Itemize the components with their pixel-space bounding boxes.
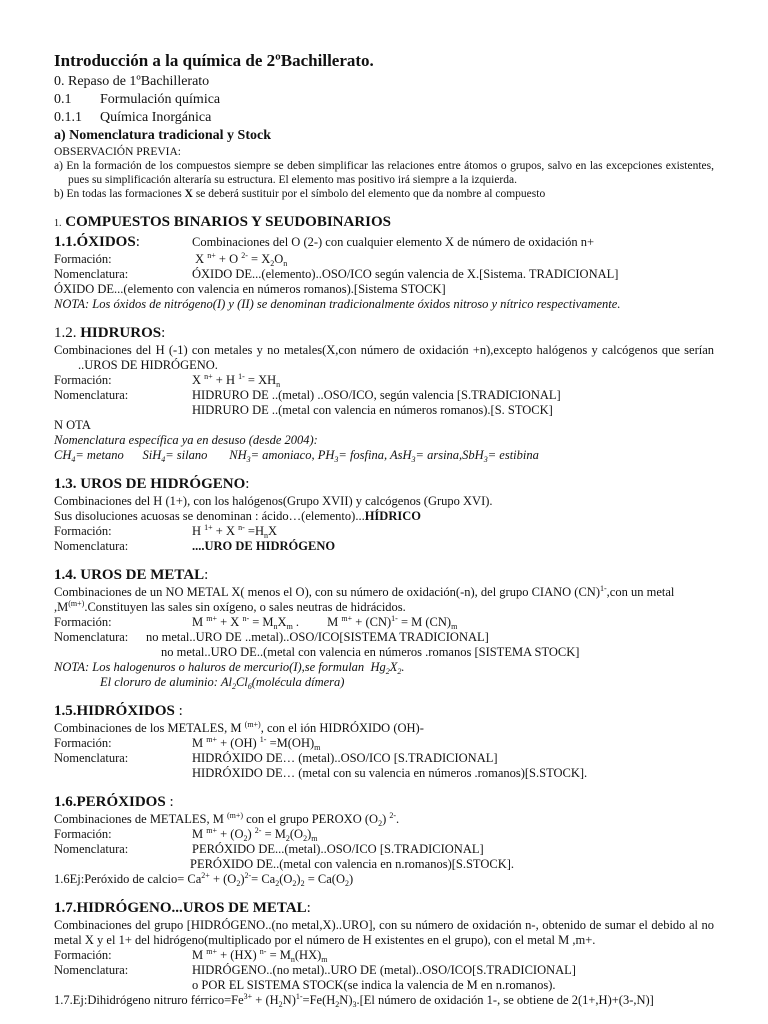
oxidos-nota: NOTA: Los óxidos de nitrógeno(I) y (II) se denominan tradicionalmente óxidos nitroso y nítrico respectivamente. — [54, 297, 621, 311]
obs-item-b: b) En todas las formaciones X se deberá sustituir por el símbolo del elemento que da nombre al compuesto — [54, 188, 546, 200]
uros-metal-desc2: $,M^{(m+)}.Constituyen$ las sales sin oxígeno, o sales neutras de hidrácidos. — [54, 599, 406, 614]
hidroxidos-stock: HIDRÓXIDO DE… (metal con su valencia en números .romanos)[S.STOCK]. — [192, 766, 588, 780]
hidruros-nota: N OTA — [54, 418, 91, 432]
peroxidos-stock: PERÓXIDO DE..(metal con valencia en n.romanos)[S.STOCK]. — [190, 857, 515, 871]
hidruros-heading: 1.2. HIDRUROS: — [54, 325, 166, 341]
hidrogeno-uros-stock: o POR EL SISTEMA STOCK(se indica la valencia de M en n.romanos). — [192, 978, 556, 992]
hidruros-desc: Combinaciones del H (-1) con metales y no metales(X,con número de oxidación +n),excepto halógenos y calcógenos que serían ..UROS DE HIDRÓGENO. — [54, 343, 714, 372]
section-0: 0. Repaso de 1ºBachillerato — [54, 74, 210, 89]
obs-item-a: a) En la formación de los compuestos siempre se deben simplificar las relaciones entre átomos o grupos, salvo en las excepciones existentes, pues su simplificación alteraría su estructura. El elemento mas positivo irá siempre a la izquierda. — [54, 160, 714, 186]
doc-title: Introducción a la química de 2ºBachillerato. — [54, 51, 374, 70]
hidrogeno-uros-formacion: Formación: M $^{m+}$ + (HX) $^{n-} = M_n(HX)_m$ — [54, 947, 328, 964]
oxidos-nomenclatura: Nomenclatura: ÓXIDO DE...(elemento)..OSO/ICO según valencia de X.[Sistema. TRADICIONAL] — [54, 267, 619, 281]
hidrogeno-uros-desc: Combinaciones del grupo [HIDRÓGENO..(no metal,X)..URO], con su número de oxidación n-, obtenido de sumar el debido al no metal X y el 1+ del hidrógeno(multiplicado por el número de H existentes en el grupo), con el metal M ,m+. — [54, 918, 714, 947]
peroxidos-ejemplo: 1.6Ej:Peróxido de calcio= $Ca^{2+} + (O_2)^{2-}= Ca_2(O_2)_2 = Ca(O_2)$ — [54, 871, 354, 888]
uros-hidrogeno-desc2: Sus disoluciones acuosas se denominan : ácido…(elemento)...HÍDRICO — [54, 509, 421, 523]
hidroxidos-formacion: Formación: M $^{m+}$ + (OH) $^{1-} =M(OH)_m$ — [54, 735, 321, 752]
uros-metal-desc: Combinaciones de un NO METAL X( menos el O), con su número de oxidación(-n), del grupo CIANO (CN)$^{1-}$,con un metal — [54, 584, 675, 599]
peroxidos-nomenclatura: Nomenclatura: PERÓXIDO DE...(metal)..OSO/ICO [S.TRADICIONAL] — [54, 842, 484, 856]
uros-metal-nota: NOTA: Los halogenuros o haluros de mercurio(I),se formulan $Hg_2X_2$. — [54, 660, 405, 676]
hidruros-ejemplos: $CH_4= metano$ SiH$_4$= silano $NH_3=$ amoniaco, $PH_3=$ fosfina, AsH$_3$= arsina,SbH$_3$= estibina — [54, 448, 539, 464]
hidruros-nomenclatura: Nomenclatura: HIDRURO DE ..(metal) ..OSO/ICO, según valencia [S.TRADICIONAL] — [54, 388, 561, 402]
uros-metal-formacion: Formación: M $^{m+}$ + X $^{n-} = M_nX_m$ . M $^{m+}$ + (CN)$^{1-}$ = M $(CN)_m$ — [54, 614, 458, 631]
uros-metal-nota2: El cloruro de aluminio: $Al_2Cl_6(molécula$ dímera) — [100, 675, 345, 691]
hidruros-formacion: Formación: X $^{n+}$ + H $^{1-} = XH_n$ — [54, 372, 281, 389]
uros-metal-stock: no metal..URO DE..(metal con valencia en números .romanos [SISTEMA STOCK] — [161, 645, 580, 659]
section-0-1-1: 0.1.1 Química Inorgánica — [54, 110, 212, 125]
uros-hidrogeno-nomenclatura: Nomenclatura: ....URO DE HIDRÓGENO — [54, 539, 336, 553]
hidroxidos-desc: Combinaciones de los METALES, M $^{(m+)}$, con el ión HIDRÓXIDO (OH)- — [54, 720, 424, 735]
oxidos-heading: 1.1.ÓXIDOS: Combinaciones del O (2-) con cualquier elemento X de número de oxidación n+ — [54, 234, 595, 250]
uros-metal-heading: 1.4. UROS DE METAL: — [54, 567, 209, 583]
peroxidos-formacion: Formación: M $^{m+} + (O_2) ^{2-} = M_2(O_2)_m$ — [54, 826, 318, 843]
hidroxidos-heading: 1.5.HIDRÓXIDOS : — [54, 703, 183, 719]
hidruros-nota-especifica: Nomenclatura específica ya en desuso (desde 2004): — [54, 433, 318, 447]
hidrogeno-uros-ejemplo: 1.7.Ej:Dihidrógeno nitruro $férrico=Fe^{3+} + (H_2N)^{1-}=Fe(H_2N)_3.[El$ número de oxidación 1-, se obtiene de 2(1+,H)+(3-,N)] — [54, 992, 654, 1009]
hidrogeno-uros-nomenclatura: Nomenclatura: HIDRÓGENO..(no metal)..URO DE (metal)..OSO/ICO[S.TRADICIONAL] — [54, 963, 576, 977]
peroxidos-desc: Combinaciones de METALES, M $^{(m+)}$ con el grupo PEROXO $(O_2)$ $^{2-}$. — [54, 811, 400, 828]
hidroxidos-nomenclatura: Nomenclatura: HIDRÓXIDO DE… (metal)..OSO/ICO [S.TRADICIONAL] — [54, 751, 498, 765]
uros-metal-nomenclatura: Nomenclatura: no metal..URO DE ..metal)..OSO/ICO[SISTEMA TRADICIONAL] — [54, 630, 489, 644]
oxidos-stock: ÓXIDO DE...(elemento con valencia en números romanos).[Sistema STOCK] — [54, 282, 446, 296]
subsection-a: a) Nomenclatura tradicional y Stock — [54, 128, 271, 143]
hidrogeno-uros-heading: 1.7.HIDRÓGENO...UROS DE METAL: — [54, 900, 311, 916]
document-page — [54, 50, 714, 1008]
section-0-1: 0.1 Formulación química — [54, 92, 221, 107]
peroxidos-heading: 1.6.PERÓXIDOS : — [54, 794, 174, 810]
hidruros-stock: HIDRURO DE ..(metal con valencia en números romanos).[S. STOCK] — [192, 403, 553, 417]
uros-hidrogeno-heading: 1.3. UROS DE HIDRÓGENO: — [54, 476, 250, 492]
oxidos-formacion: Formación: X $^{n+}$ + O $^{2-} = X_2O_n$ — [54, 251, 288, 268]
obs-heading: OBSERVACIÓN PREVIA: — [54, 146, 181, 158]
section-1-heading: 1. COMPUESTOS BINARIOS Y SEUDOBINARIOS — [54, 214, 392, 230]
uros-hidrogeno-formacion: Formación: H $^{1+}$ + X $^{n-} =H_nX$ — [54, 523, 278, 540]
uros-hidrogeno-desc: Combinaciones del H (1+), con los halógenos(Grupo XVII) y calcógenos (Grupo XVI). — [54, 494, 493, 508]
